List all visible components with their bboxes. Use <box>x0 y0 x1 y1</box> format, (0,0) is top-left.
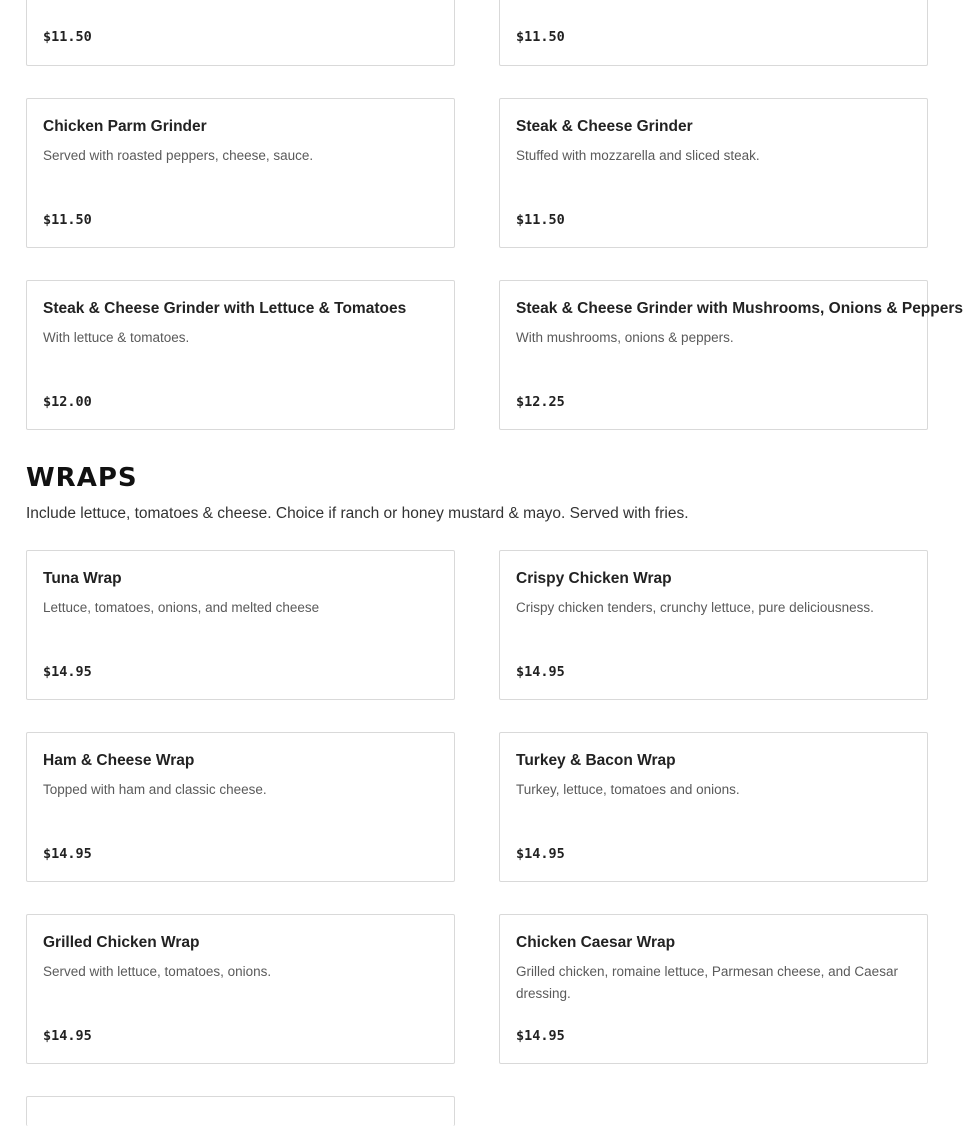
item-price: $12.25 <box>516 394 565 410</box>
menu-item-card[interactable] <box>499 98 928 248</box>
menu-item-card[interactable] <box>26 280 455 430</box>
item-price: $14.95 <box>516 1028 565 1044</box>
item-description: Stuffed with mozzarella and sliced steak. <box>516 148 760 163</box>
grinders-grid <box>26 0 963 430</box>
item-price: $14.95 <box>43 1028 92 1044</box>
menu-item-card[interactable] <box>499 280 963 430</box>
item-name: Chicken Caesar Wrap <box>516 934 676 951</box>
item-price: $11.50 <box>43 29 92 45</box>
item-description: Served with lettuce, tomatoes, onions. <box>43 964 272 979</box>
item-name: Tuna Wrap <box>43 570 122 587</box>
item-price: $12.00 <box>43 394 92 410</box>
item-name: Crispy Chicken Wrap <box>516 570 672 587</box>
menu-item-card[interactable] <box>26 914 455 1064</box>
item-price: $11.50 <box>516 29 565 45</box>
item-description: Crispy chicken tenders, crunchy lettuce, pure deliciousness. <box>516 600 874 615</box>
item-name: Ham & Cheese Wrap <box>43 752 195 769</box>
item-name: Steak & Cheese Grinder with Lettuce & Tomatoes <box>43 300 407 317</box>
section-description: Include lettuce, tomatoes & cheese. Choice if ranch or honey mustard & mayo. Served with fries. <box>26 505 689 522</box>
menu-item-card[interactable] <box>499 550 928 700</box>
item-price: $14.95 <box>516 846 565 862</box>
menu-item-card[interactable] <box>499 0 928 66</box>
item-description: Lettuce, tomatoes, onions, and melted cheese <box>43 600 320 615</box>
item-price: $14.95 <box>516 664 565 680</box>
item-description: With lettuce & tomatoes. <box>43 330 190 345</box>
item-name: Steak & Cheese Grinder <box>516 118 693 135</box>
menu-item-card[interactable] <box>26 550 455 700</box>
menu-item-card[interactable] <box>499 732 928 882</box>
menu-item-card[interactable] <box>26 0 455 66</box>
item-price: $11.50 <box>43 212 92 228</box>
item-price: $11.50 <box>516 212 565 228</box>
item-price: $14.95 <box>43 846 92 862</box>
item-name: Grilled Chicken Wrap <box>43 934 200 951</box>
wraps-grid <box>26 550 928 1126</box>
menu-item-card[interactable] <box>26 1096 455 1126</box>
item-name: Steak & Cheese Grinder with Mushrooms, Onions & Peppers <box>516 300 963 317</box>
item-name: Chicken Parm Grinder <box>43 118 207 135</box>
menu-item-card[interactable] <box>499 914 928 1064</box>
item-description: With mushrooms, onions & peppers. <box>516 330 734 345</box>
item-description: Turkey, lettuce, tomatoes and onions. <box>516 782 740 797</box>
item-description: Grilled chicken, romaine lettuce, Parmesan cheese, and Caesar dressing. <box>516 964 898 1001</box>
item-description: Topped with ham and classic cheese. <box>43 782 267 797</box>
menu-item-card[interactable] <box>26 98 455 248</box>
item-name: Turkey & Bacon Wrap <box>516 752 676 769</box>
menu-item-card[interactable] <box>26 732 455 882</box>
item-price: $14.95 <box>43 664 92 680</box>
item-description: Served with roasted peppers, cheese, sauce. <box>43 148 314 163</box>
section-title: WRAPS <box>26 463 138 493</box>
